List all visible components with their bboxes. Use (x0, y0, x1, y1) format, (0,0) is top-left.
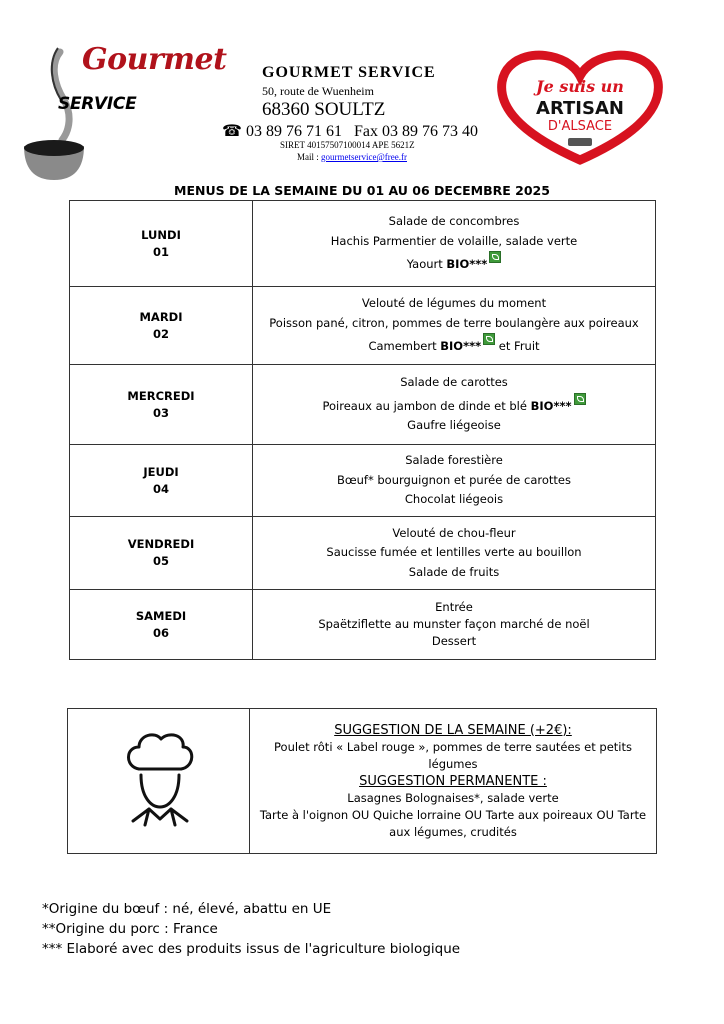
menu-row-lundi (70, 201, 656, 287)
fax-label: Fax (353, 123, 378, 140)
day-name: LUNDI (141, 227, 181, 242)
bio-label: BIO*** (446, 257, 488, 272)
dish-line: Salade de carottes (400, 375, 508, 390)
menu-row-vendredi (70, 517, 656, 590)
dish-line: Velouté de légumes du moment (361, 296, 547, 311)
menu-row-jeudi (70, 445, 656, 517)
dish-cell (253, 365, 656, 445)
dish-cell (253, 590, 656, 660)
dish-cell (253, 287, 656, 365)
company-city: 68360 SOULTZ (262, 99, 386, 120)
menu-row-mercredi (70, 365, 656, 445)
bio-label: BIO*** (530, 398, 572, 413)
day-cell (70, 590, 253, 660)
suggestion-content (250, 709, 657, 854)
week-suggestion-text: Poulet rôti « Label rouge », pommes de terre sautées et petits légumes (274, 739, 632, 771)
dish-line: Bœuf* bourguignon et purée de carottes (336, 472, 571, 487)
dish-line: Yaourt BIO*** (253, 251, 655, 275)
day-name: JEUDI (143, 464, 179, 479)
day-cell (70, 201, 253, 287)
menu-row-samedi (70, 590, 656, 660)
dish-line: Salade de concombres (388, 214, 520, 229)
chef-icon (119, 729, 199, 829)
day-cell (70, 517, 253, 590)
dish-line: Dessert (431, 634, 477, 648)
logo-line3: D'ALSACE (547, 119, 613, 134)
dish-line: Gaufre liégeoise (407, 418, 501, 433)
day-number: 05 (152, 554, 169, 568)
logo-line1: Je suis un (536, 77, 624, 96)
suggestion-box (67, 708, 657, 854)
dish-line: Velouté de chou-fleur (392, 525, 516, 540)
day-cell (70, 365, 253, 445)
day-number: 06 (152, 625, 169, 640)
dish-line: Hachis Parmentier de volaille, salade verte (330, 233, 578, 248)
phone-number: 03 89 76 71 61 (245, 123, 342, 140)
company-street: 50, route de Wuenheim (262, 84, 374, 98)
permanent-suggestion-line: Tarte à l'oignon OU Quiche lorraine OU Tarte aux poireaux OU Tarte aux légumes, crudités (259, 807, 647, 839)
permanent-suggestion-line: Lasagnes Bolognaises*, salade verte (347, 790, 559, 805)
permanent-suggestion-title: SUGGESTION PERMANENTE : (359, 773, 547, 789)
day-number: 02 (152, 326, 169, 341)
day-name: VENDREDI (127, 537, 195, 551)
week-suggestion-title: SUGGESTION DE LA SEMAINE (+2€): (334, 722, 572, 738)
footnote-beef-origin: *Origine du bœuf : né, élevé, abattu en UE (42, 901, 332, 917)
menu-title: MENUS DE LA SEMAINE DU 01 AU 06 DECEMBRE 2025 (174, 183, 550, 198)
day-number: 01 (152, 244, 169, 259)
company-siret: SIRET 40157507100014 APE 5621Z (280, 140, 415, 150)
dish-line: Entrée (435, 600, 473, 614)
day-name: SAMEDI (135, 608, 187, 623)
dish-line: Salade forestière (405, 453, 503, 468)
menu-row-mardi (70, 287, 656, 365)
day-cell (70, 287, 253, 365)
fax-number: 03 89 76 73 40 (381, 123, 478, 140)
bio-label: BIO*** (440, 339, 482, 354)
dish-cell (253, 201, 656, 287)
artisan-alsace-logo (496, 48, 664, 166)
bio-leaf-icon (574, 393, 586, 405)
logo-badge-icon (568, 138, 592, 146)
dish-line: Poireaux au jambon de dinde et blé BIO*** (253, 393, 655, 417)
dish-line: Camembert BIO*** et Fruit (253, 333, 655, 357)
day-name: MERCREDI (127, 388, 195, 403)
footnote-pork-origin: **Origine du porc : France (42, 921, 218, 937)
day-number: 04 (152, 481, 169, 496)
dish-line: Poisson pané, citron, pommes de terre boulangère aux poireaux (269, 315, 639, 330)
dish-line: Chocolat liégeois (404, 492, 504, 507)
logo-line2: ARTISAN (536, 98, 624, 119)
dish-cell (253, 517, 656, 590)
day-number: 03 (152, 405, 169, 420)
bio-leaf-icon (489, 251, 501, 263)
mail-label: Mail : (297, 152, 319, 162)
phone-icon: ☎ (222, 123, 242, 140)
contact-row (222, 121, 478, 141)
logo-service-text: SERVICE (58, 94, 137, 114)
menu-table (69, 200, 656, 660)
mail-link[interactable]: gourmetservice@free.fr (321, 152, 407, 162)
day-name: MARDI (139, 309, 183, 324)
dish-line: Spaëtziflette au munster façon marché de noël (318, 617, 590, 631)
day-cell (70, 445, 253, 517)
logo-gourmet-text: Gourmet (82, 42, 227, 77)
dish-line: Salade de fruits (408, 564, 500, 579)
dish-cell (253, 445, 656, 517)
mail-row (297, 152, 407, 162)
dish-line: Saucisse fumée et lentilles verte au bouillon (326, 545, 582, 560)
bio-leaf-icon (483, 333, 495, 345)
company-name: GOURMET SERVICE (262, 64, 436, 81)
chef-cell (68, 709, 250, 854)
footnote-organic: *** Elaboré avec des produits issus de l'agriculture biologique (42, 941, 461, 957)
